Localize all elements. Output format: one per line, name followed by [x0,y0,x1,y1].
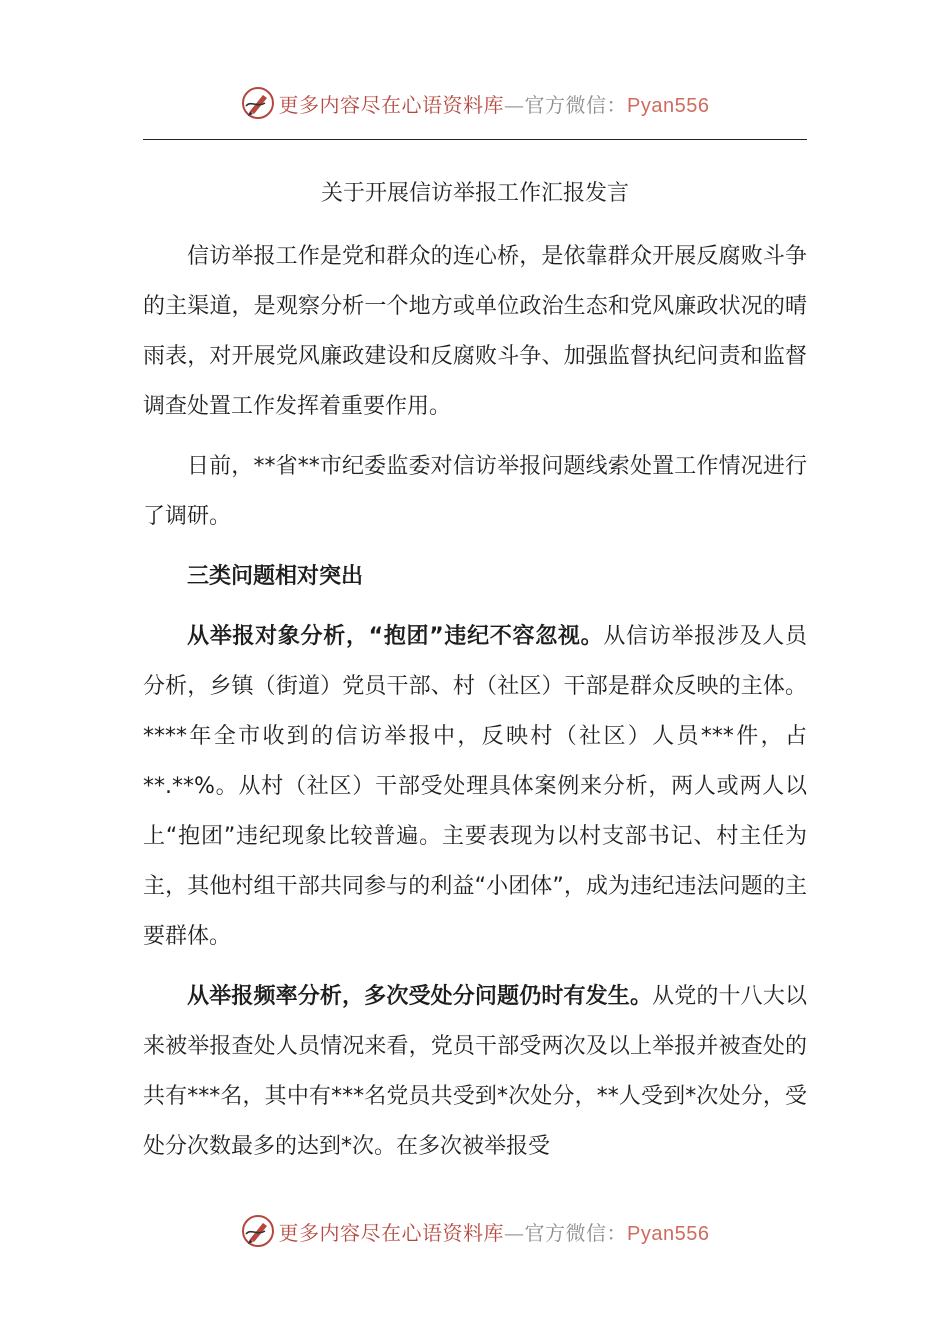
section-heading: 三类问题相对突出 [187,564,364,589]
document-title: 关于开展信访举报工作汇报发言 [320,181,629,206]
banner-text [279,89,710,118]
paragraph-lead: 从举报对象分析，“抱团”违纪不容忽视。 [187,624,604,649]
banner-wechat-id: Pyan556 [627,94,710,117]
banner-main-text: 更多内容尽在心语资料库 [278,92,505,117]
pen-logo-icon [241,86,275,120]
banner-main-text: 更多内容尽在心语资料库 [278,1220,505,1245]
pen-logo-icon [241,1214,275,1248]
paragraph-text: 从党的十八大以来被举报查处人员情况来看，党员干部受两次及以上举报并被查处的共有***名，其中有***名党员共受到*次处分，**人受到*次处分，受处分次数最多的达到*次。在多次被举报受 [143,984,807,1159]
paragraph-lead: 从举报频率分析，多次受处分问题仍时有发生。 [187,984,653,1009]
banner-text [279,1217,710,1246]
paragraph-intro: 信访举报工作是党和群众的连心桥，是依靠群众开展反腐败斗争的主渠道，是观察分析一个地方或单位政治生态和党风廉政状况的晴雨表，对开展党风廉政建设和反腐败斗争、加强监督执纪问责和监督调查处置工作发挥着重要作用。 [143,244,807,419]
banner-wechat-label: 官方微信： [524,1220,628,1245]
paragraph-report-frequency [143,972,807,1172]
header-banner [0,81,950,125]
document-body [143,232,807,1182]
banner-wechat-id: Pyan556 [627,1222,710,1245]
banner-wechat-label: 官方微信： [524,92,628,117]
paragraph-survey: 日前，**省**市纪委监委对信访举报问题线索处置工作情况进行了调研。 [143,454,807,529]
footer-banner [0,1209,950,1253]
paragraph-report-object [143,612,807,962]
header-divider [143,139,807,140]
banner-dash: — [504,92,525,117]
paragraph-text: 从信访举报涉及人员分析，乡镇（街道）党员干部、村（社区）干部是群众反映的主体。****年全市收到的信访举报中，反映村（社区）人员***件，占**.**%。从村（社区）干部受处理具体案例来分析，两人或两人以上“抱团”违纪现象比较普遍。主要表现为以村支部书记、村主任为主，其他村组干部共同参与的利益“小团体”，成为违纪违法问题的主要群体。 [143,624,807,949]
banner-dash: — [504,1220,525,1245]
